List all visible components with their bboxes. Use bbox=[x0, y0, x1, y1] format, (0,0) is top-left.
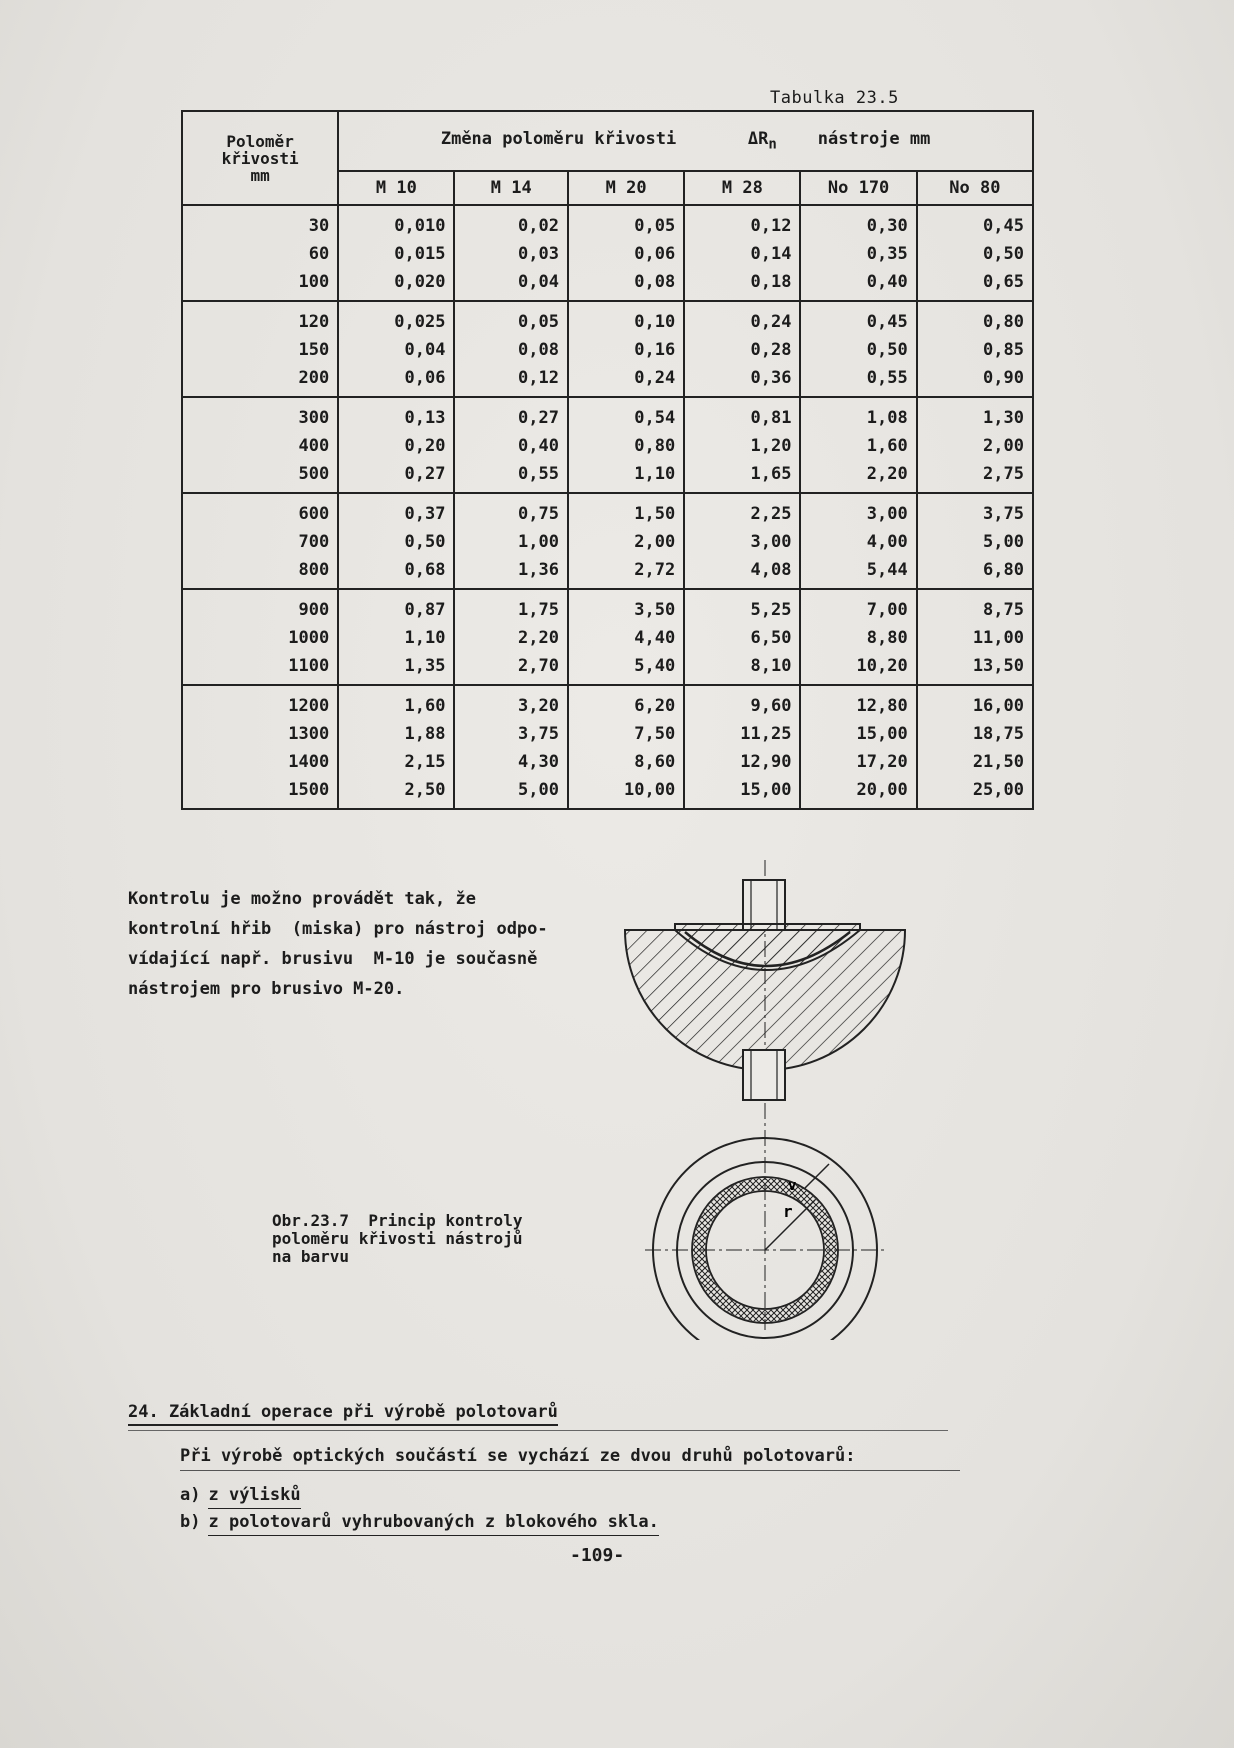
list-marker: b) bbox=[180, 1512, 201, 1532]
value-cell: 11,00 bbox=[917, 624, 1033, 652]
value-cell: 0,04 bbox=[454, 268, 568, 301]
value-cell: 0,85 bbox=[917, 336, 1033, 364]
value-cell: 3,00 bbox=[800, 493, 916, 528]
caption-line: Obr.23.7 Princip kontroly bbox=[272, 1211, 523, 1230]
value-cell: 0,40 bbox=[800, 268, 916, 301]
value-cell: 4,00 bbox=[800, 528, 916, 556]
value-cell: 8,60 bbox=[568, 748, 684, 776]
value-cell: 2,72 bbox=[568, 556, 684, 589]
value-cell: 0,27 bbox=[338, 460, 454, 493]
column-header: M 28 bbox=[684, 171, 800, 205]
value-cell: 0,025 bbox=[338, 301, 454, 336]
value-cell: 0,08 bbox=[454, 336, 568, 364]
radius-cell: 200 bbox=[182, 364, 338, 397]
figure-caption bbox=[272, 1212, 572, 1266]
value-cell: 3,00 bbox=[684, 528, 800, 556]
value-cell: 10,20 bbox=[800, 652, 916, 685]
value-cell: 2,50 bbox=[338, 776, 454, 809]
value-cell: 6,80 bbox=[917, 556, 1033, 589]
value-cell: 4,30 bbox=[454, 748, 568, 776]
list-text: z polotovarů vyhrubovaných z blokového skla. bbox=[208, 1509, 658, 1536]
caption-line: na barvu bbox=[272, 1247, 350, 1266]
section-heading: 24. Základní operace při výrobě polotovarů bbox=[128, 1402, 558, 1426]
value-cell: 2,25 bbox=[684, 493, 800, 528]
value-cell: 0,13 bbox=[338, 397, 454, 432]
value-cell: 2,00 bbox=[917, 432, 1033, 460]
value-cell: 0,16 bbox=[568, 336, 684, 364]
polotovar-list bbox=[180, 1482, 659, 1536]
value-cell: 2,20 bbox=[454, 624, 568, 652]
value-cell: 1,36 bbox=[454, 556, 568, 589]
radius-cell: 1300 bbox=[182, 720, 338, 748]
value-cell: 0,12 bbox=[454, 364, 568, 397]
curvature-radius-change-table bbox=[181, 110, 1034, 810]
radius-cell: 900 bbox=[182, 589, 338, 624]
figure-label-v: v bbox=[788, 1178, 797, 1194]
value-cell: 0,54 bbox=[568, 397, 684, 432]
value-cell: 0,010 bbox=[338, 205, 454, 240]
figure-23-7 bbox=[615, 860, 935, 1340]
table-row bbox=[182, 205, 1033, 240]
value-cell: 2,20 bbox=[800, 460, 916, 493]
value-cell: 0,08 bbox=[568, 268, 684, 301]
radius-cell: 500 bbox=[182, 460, 338, 493]
table-row bbox=[182, 397, 1033, 432]
value-cell: 0,24 bbox=[684, 301, 800, 336]
table-label: Tabulka 23.5 bbox=[770, 88, 899, 108]
radius-cell: 1400 bbox=[182, 748, 338, 776]
radius-cell: 120 bbox=[182, 301, 338, 336]
value-cell: 3,75 bbox=[917, 493, 1033, 528]
radius-cell: 150 bbox=[182, 336, 338, 364]
value-cell: 1,75 bbox=[454, 589, 568, 624]
value-cell: 0,36 bbox=[684, 364, 800, 397]
value-cell: 0,40 bbox=[454, 432, 568, 460]
value-cell: 1,30 bbox=[917, 397, 1033, 432]
value-cell: 0,18 bbox=[684, 268, 800, 301]
value-cell: 0,68 bbox=[338, 556, 454, 589]
value-cell: 0,06 bbox=[568, 240, 684, 268]
value-cell: 0,05 bbox=[454, 301, 568, 336]
table-row bbox=[182, 685, 1033, 720]
value-cell: 20,00 bbox=[800, 776, 916, 809]
value-cell: 0,05 bbox=[568, 205, 684, 240]
table-row bbox=[182, 460, 1033, 493]
main-header-prefix: Změna poloměru křivosti bbox=[440, 129, 677, 150]
value-cell: 0,10 bbox=[568, 301, 684, 336]
value-cell: 0,45 bbox=[917, 205, 1033, 240]
value-cell: 17,20 bbox=[800, 748, 916, 776]
value-cell: 15,00 bbox=[800, 720, 916, 748]
table-row bbox=[182, 432, 1033, 460]
table-row bbox=[182, 336, 1033, 364]
paragraph-line: nástrojem pro brusivo M-20. bbox=[128, 979, 405, 999]
value-cell: 6,50 bbox=[684, 624, 800, 652]
value-cell: 1,88 bbox=[338, 720, 454, 748]
bottom-stem bbox=[743, 1050, 785, 1100]
page-number: -109- bbox=[570, 1545, 625, 1566]
table-row bbox=[182, 364, 1033, 397]
value-cell: 2,75 bbox=[917, 460, 1033, 493]
value-cell: 5,44 bbox=[800, 556, 916, 589]
value-cell: 0,50 bbox=[917, 240, 1033, 268]
value-cell: 0,015 bbox=[338, 240, 454, 268]
value-cell: 0,03 bbox=[454, 240, 568, 268]
list-item bbox=[180, 1509, 659, 1536]
section-intro: Při výrobě optických součástí se vychází ze dvou druhů polotovarů: bbox=[180, 1446, 960, 1471]
value-cell: 3,20 bbox=[454, 685, 568, 720]
value-cell: 0,65 bbox=[917, 268, 1033, 301]
radius-cell: 800 bbox=[182, 556, 338, 589]
value-cell: 5,40 bbox=[568, 652, 684, 685]
value-cell: 4,40 bbox=[568, 624, 684, 652]
value-cell: 0,020 bbox=[338, 268, 454, 301]
table-row bbox=[182, 493, 1033, 528]
table-row bbox=[182, 776, 1033, 809]
value-cell: 1,60 bbox=[338, 685, 454, 720]
list-item bbox=[180, 1482, 659, 1509]
value-cell: 10,00 bbox=[568, 776, 684, 809]
value-cell: 1,50 bbox=[568, 493, 684, 528]
top-stem bbox=[743, 880, 785, 930]
value-cell: 0,24 bbox=[568, 364, 684, 397]
value-cell: 15,00 bbox=[684, 776, 800, 809]
corner-header-line-3: mm bbox=[250, 165, 270, 185]
figure-label-r: r bbox=[783, 1202, 793, 1221]
value-cell: 0,20 bbox=[338, 432, 454, 460]
table-body bbox=[182, 205, 1033, 809]
list-text: z výlisků bbox=[208, 1482, 300, 1509]
value-cell: 1,00 bbox=[454, 528, 568, 556]
table-row bbox=[182, 720, 1033, 748]
value-cell: 0,55 bbox=[800, 364, 916, 397]
value-cell: 25,00 bbox=[917, 776, 1033, 809]
value-cell: 0,55 bbox=[454, 460, 568, 493]
value-cell: 8,10 bbox=[684, 652, 800, 685]
value-cell: 3,75 bbox=[454, 720, 568, 748]
table-row bbox=[182, 652, 1033, 685]
value-cell: 12,90 bbox=[684, 748, 800, 776]
radius-cell: 400 bbox=[182, 432, 338, 460]
value-cell: 2,70 bbox=[454, 652, 568, 685]
value-cell: 0,80 bbox=[568, 432, 684, 460]
value-cell: 0,90 bbox=[917, 364, 1033, 397]
value-cell: 2,00 bbox=[568, 528, 684, 556]
value-cell: 0,45 bbox=[800, 301, 916, 336]
table-row bbox=[182, 556, 1033, 589]
radius-cell: 600 bbox=[182, 493, 338, 528]
value-cell: 0,02 bbox=[454, 205, 568, 240]
value-cell: 1,10 bbox=[568, 460, 684, 493]
main-header-subscript: n bbox=[768, 136, 777, 153]
value-cell: 0,04 bbox=[338, 336, 454, 364]
value-cell: 0,06 bbox=[338, 364, 454, 397]
corner-header-line-2: křivosti bbox=[221, 148, 299, 168]
value-cell: 0,28 bbox=[684, 336, 800, 364]
main-header-symbol: ΔR bbox=[747, 129, 769, 150]
value-cell: 18,75 bbox=[917, 720, 1033, 748]
value-cell: 5,00 bbox=[454, 776, 568, 809]
value-cell: 9,60 bbox=[684, 685, 800, 720]
value-cell: 0,12 bbox=[684, 205, 800, 240]
value-cell: 1,65 bbox=[684, 460, 800, 493]
radius-cell: 1100 bbox=[182, 652, 338, 685]
radius-cell: 30 bbox=[182, 205, 338, 240]
value-cell: 1,08 bbox=[800, 397, 916, 432]
value-cell: 2,15 bbox=[338, 748, 454, 776]
value-cell: 1,35 bbox=[338, 652, 454, 685]
value-cell: 1,60 bbox=[800, 432, 916, 460]
value-cell: 5,00 bbox=[917, 528, 1033, 556]
paragraph-line: Kontrolu je možno provádět tak, že bbox=[128, 889, 476, 909]
value-cell: 0,81 bbox=[684, 397, 800, 432]
table-row bbox=[182, 624, 1033, 652]
value-cell: 0,14 bbox=[684, 240, 800, 268]
radius-cell: 1200 bbox=[182, 685, 338, 720]
value-cell: 6,20 bbox=[568, 685, 684, 720]
value-cell: 0,80 bbox=[917, 301, 1033, 336]
value-cell: 4,08 bbox=[684, 556, 800, 589]
value-cell: 16,00 bbox=[917, 685, 1033, 720]
column-header: M 20 bbox=[568, 171, 684, 205]
table-row bbox=[182, 301, 1033, 336]
value-cell: 7,50 bbox=[568, 720, 684, 748]
value-cell: 0,75 bbox=[454, 493, 568, 528]
radius-arrow-outer bbox=[805, 1164, 829, 1188]
radius-cell: 700 bbox=[182, 528, 338, 556]
value-cell: 21,50 bbox=[917, 748, 1033, 776]
value-cell: 7,00 bbox=[800, 589, 916, 624]
table-row bbox=[182, 748, 1033, 776]
corner-header bbox=[182, 111, 338, 205]
value-cell: 8,80 bbox=[800, 624, 916, 652]
value-cell: 1,10 bbox=[338, 624, 454, 652]
main-header-suffix: nástroje mm bbox=[817, 129, 931, 150]
value-cell: 5,25 bbox=[684, 589, 800, 624]
value-cell: 0,50 bbox=[800, 336, 916, 364]
value-cell: 0,87 bbox=[338, 589, 454, 624]
caption-line: poloměru křivosti nástrojů bbox=[272, 1229, 523, 1248]
control-paragraph bbox=[128, 884, 598, 1004]
value-cell: 3,50 bbox=[568, 589, 684, 624]
corner-header-line-1: Poloměr bbox=[226, 131, 294, 151]
radius-cell: 1500 bbox=[182, 776, 338, 809]
value-cell: 13,50 bbox=[917, 652, 1033, 685]
column-header: M 14 bbox=[454, 171, 568, 205]
table-row bbox=[182, 589, 1033, 624]
value-cell: 8,75 bbox=[917, 589, 1033, 624]
value-cell: 0,37 bbox=[338, 493, 454, 528]
table-row bbox=[182, 528, 1033, 556]
column-header: M 10 bbox=[338, 171, 454, 205]
value-cell: 11,25 bbox=[684, 720, 800, 748]
value-cell: 0,35 bbox=[800, 240, 916, 268]
value-cell: 0,50 bbox=[338, 528, 454, 556]
radius-cell: 1000 bbox=[182, 624, 338, 652]
value-cell: 12,80 bbox=[800, 685, 916, 720]
list-marker: a) bbox=[180, 1485, 201, 1505]
data-table-wrapper bbox=[181, 110, 1034, 810]
divider bbox=[128, 1430, 948, 1431]
radius-cell: 60 bbox=[182, 240, 338, 268]
paragraph-line: vídající např. brusivu M-10 je současně bbox=[128, 949, 538, 969]
value-cell: 0,27 bbox=[454, 397, 568, 432]
column-header: No 170 bbox=[800, 171, 916, 205]
column-header: No 80 bbox=[917, 171, 1033, 205]
value-cell: 1,20 bbox=[684, 432, 800, 460]
paragraph-line: kontrolní hřib (miska) pro nástroj odpo- bbox=[128, 919, 548, 939]
main-header bbox=[338, 111, 1033, 171]
radius-cell: 300 bbox=[182, 397, 338, 432]
table-row bbox=[182, 240, 1033, 268]
value-cell: 0,30 bbox=[800, 205, 916, 240]
radius-cell: 100 bbox=[182, 268, 338, 301]
table-row bbox=[182, 268, 1033, 301]
